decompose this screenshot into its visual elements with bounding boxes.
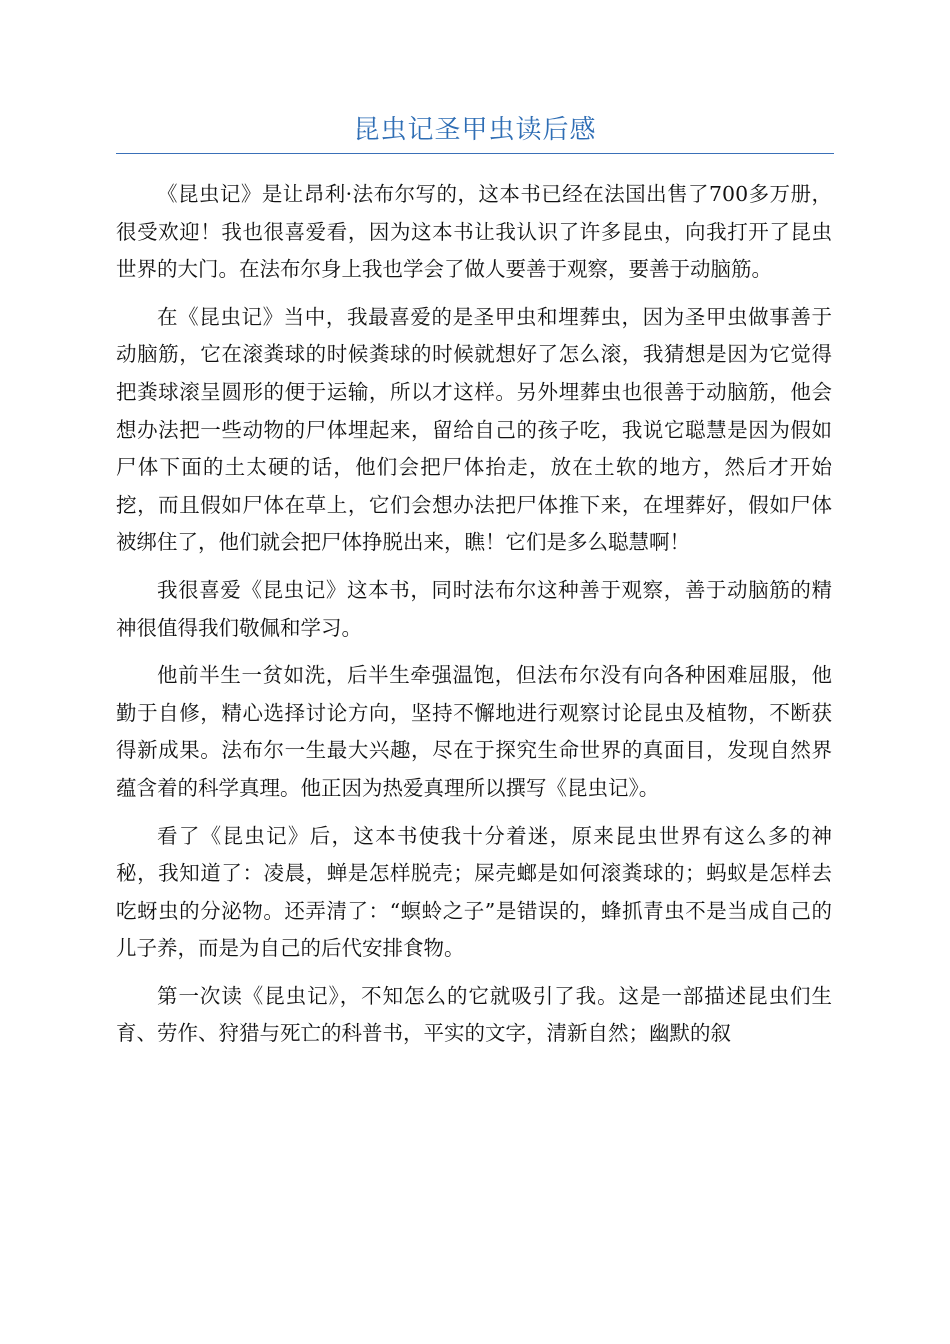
title-underline: [116, 153, 834, 154]
paragraph: 我很喜爱《昆虫记》这本书，同时法布尔这种善于观察，善于动脑筋的精神很值得我们敬佩和学习。: [116, 577, 832, 640]
document-body: [116, 176, 832, 1063]
paragraph: 看了《昆虫记》后，这本书使我十分着迷，原来昆虫世界有这么多的神秘，我知道了：凌晨，蝉是怎样脱壳；屎壳螂是如何滚粪球的；蚂蚁是怎样去吃蚜虫的分泌物。还弄清了：“螟蛉之子”是错误的，蜂抓青虫不是当成自己的儿子养，而是为自己的后代安排食物。: [116, 823, 832, 961]
document-title: 昆虫记圣甲虫读后感: [353, 115, 597, 145]
paragraph: 《昆虫记》是让昂利·法布尔写的，这本书已经在法国出售了700多万册，很受欢迎！我也很喜爱看，因为这本书让我认识了许多昆虫，向我打开了昆虫世界的大门。在法布尔身上我也学会了做人要善于观察，要善于动脑筋。: [116, 182, 832, 282]
paragraph: 他前半生一贫如洗，后半生牵强温饱，但法布尔没有向各种困难屈服，他勤于自修，精心选择讨论方向，坚持不懈地进行观察讨论昆虫及植物，不断获得新成果。法布尔一生最大兴趣，尽在于探究生命世界的真面目，发现自然界蕴含着的科学真理。他正因为热爱真理所以撰写《昆虫记》。: [116, 663, 832, 800]
paragraph: 第一次读《昆虫记》，不知怎么的它就吸引了我。这是一部描述昆虫们生育、劳作、狩猎与死亡的科普书，平实的文字，清新自然；幽默的叙: [116, 983, 832, 1046]
paragraph: 在《昆虫记》当中，我最喜爱的是圣甲虫和埋葬虫，因为圣甲虫做事善于动脑筋，它在滚粪球的时候粪球的时候就想好了怎么滚，我猜想是因为它觉得把粪球滚呈圆形的便于运输，所以才这样。另外埋葬虫也很善于动脑筋，他会想办法把一些动物的尸体埋起来，留给自己的孩子吃，我说它聪慧是因为假如尸体下面的土太硬的话，他们会把尸体抬走，放在土软的地方，然后才开始挖，而且假如尸体在草上，它们会想办法把尸体推下来，在埋葬好，假如尸体被绑住了，他们就会把尸体挣脱出来，瞧！它们是多么聪慧啊！: [116, 304, 832, 555]
